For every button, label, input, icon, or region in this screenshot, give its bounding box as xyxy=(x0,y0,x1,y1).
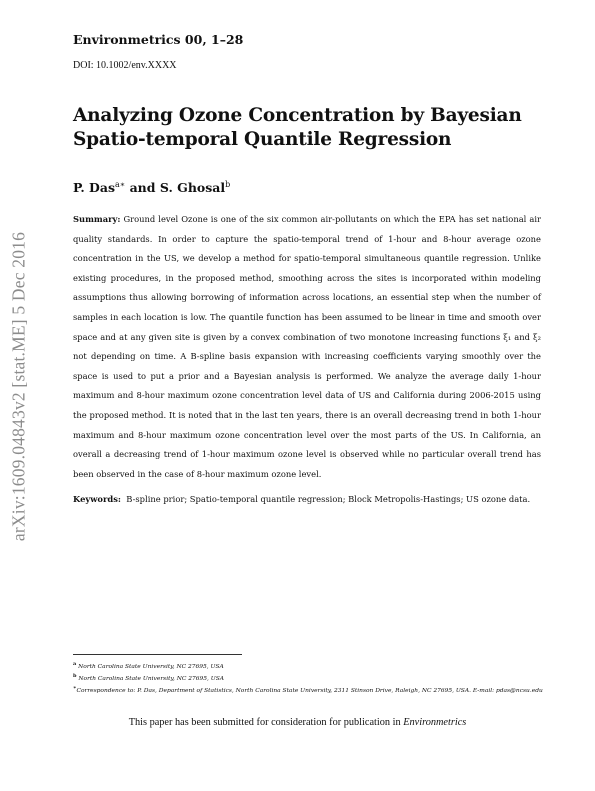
author-affiliation-mark: b xyxy=(225,180,231,189)
footnote-text: Correspondence to: P. Das, Department of Statistics, North Carolina State University, 2311 Stinson Drive, Raleigh, NC 27695, USA. E-mail: pdas@ncsu.edu xyxy=(76,687,543,694)
submission-text: This paper has been submitted for consideration for publication in xyxy=(128,717,404,728)
abstract-text: Ground level Ozone is one of the six common air-pollutants on which the EPA has set national air quality standards. In order to capture the spatio-temporal trend of 1-hour and 8-hour average ozone concentration in the US, we develop a method for spatio-temporal simultaneous quantile regression. Unlike existing procedures, in the proposed method, smoothing across the sites is incorporated within modeling assumptions thus allowing borrowing of information across locations, an essential step when the number of samples in each location is low. The quantile function has been assumed to be linear in time and smooth over space and at any given site is given by a convex combination of two monotone increasing functions ξ₁ and ξ₂ not depending on time. A B-spline basis expansion with increasing coefficients varying smoothly over the space is used to put a prior and a Bayesian analysis is performed. We analyze the average daily 1-hour maximum and 8-hour maximum ozone concentration level data of US and California during 2006-2015 using the proposed method. It is noted that in the last ten years, there is an overall decreasing trend in both 1-hour maximum and 8-hour maximum ozone concentration level over the most parts of the US. In California, an overall a decreasing trend of 1-hour maximum ozone level is observed while no particular overall trend has been observed in the case of 8-hour maximum ozone level. xyxy=(73,214,541,479)
submission-note xyxy=(0,717,595,728)
abstract-label: Summary: xyxy=(73,214,121,224)
title-line-1: Analyzing Ozone Concentration by Bayesian xyxy=(73,105,522,126)
paper-title xyxy=(73,104,553,152)
keywords-label: Keywords: xyxy=(73,494,121,504)
footnotes xyxy=(73,660,543,696)
arxiv-identifier-stamp: arXiv:1609.04843v2 [stat.ME] 5 Dec 2016 xyxy=(8,231,29,542)
title-line-2: Spatio-temporal Quantile Regression xyxy=(73,129,452,150)
footnote-text: North Carolina State University, NC 27695, USA xyxy=(78,663,224,670)
author-separator: and xyxy=(125,180,160,196)
doi-line: DOI: 10.1002/env.XXXX xyxy=(73,60,177,71)
author-name: S. Ghosal xyxy=(159,180,226,196)
keywords xyxy=(73,494,553,504)
keywords-text: B-spline prior; Spatio-temporal quantile regression; Block Metropolis-Hastings; US ozone data. xyxy=(126,494,531,504)
footnote xyxy=(73,672,543,684)
abstract xyxy=(73,210,541,484)
footnote-divider xyxy=(73,654,242,655)
author-affiliation-mark: a∗ xyxy=(115,180,126,189)
submission-journal: Environmetrics xyxy=(403,717,467,728)
footnote xyxy=(73,660,543,672)
journal-header: Environmetrics 00, 1–28 xyxy=(73,32,244,47)
footnote-mark: b xyxy=(73,672,77,679)
footnote-text: North Carolina State University, NC 27695, USA xyxy=(78,675,225,682)
footnote-mark: a xyxy=(73,661,77,667)
author-name: P. Das xyxy=(73,180,116,196)
footnote xyxy=(73,684,543,696)
footnote-mark: ∗ xyxy=(73,684,77,691)
author-list xyxy=(73,180,230,195)
